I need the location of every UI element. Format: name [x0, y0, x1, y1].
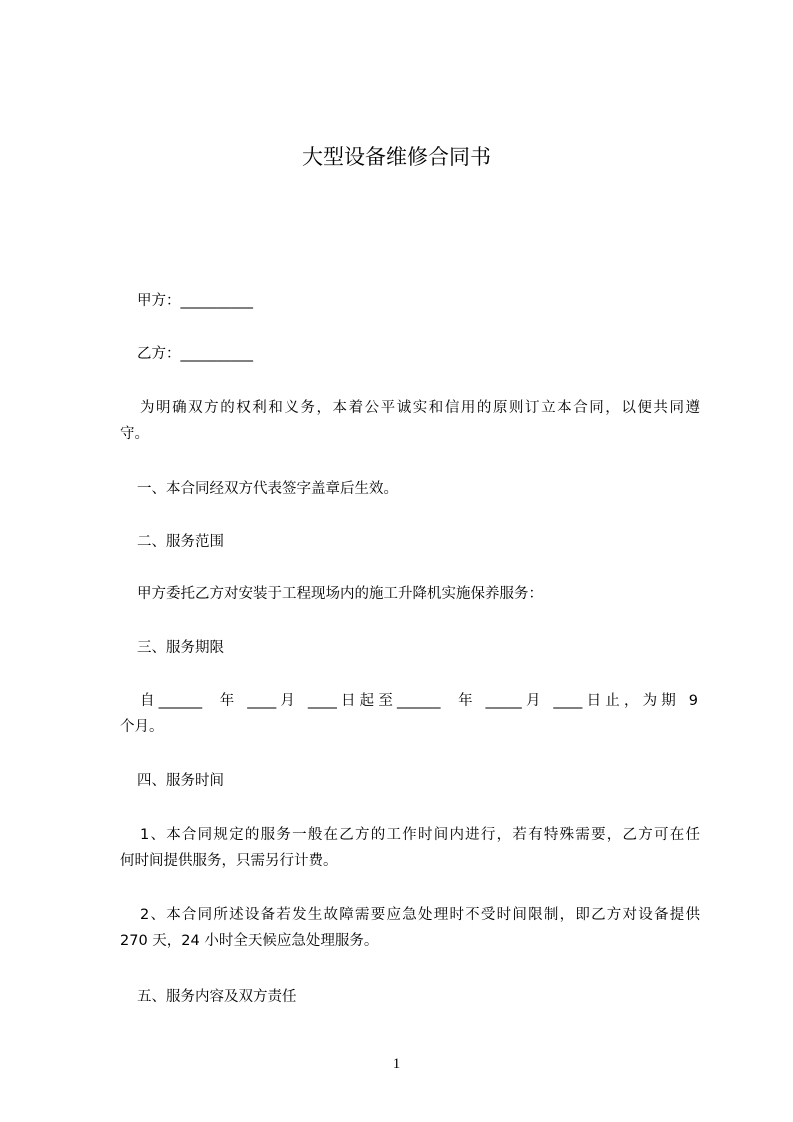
section-5-heading: 五、服务内容及双方责任: [137, 989, 297, 1005]
section-1: 一、本合同经双方代表签字盖章后生效。: [137, 481, 398, 497]
section-3-line-1: 自______ 年 ____月 ____日起至______ 年 _____月 ____日止，为期 9: [140, 693, 698, 709]
section-4-heading: 四、服务时间: [137, 773, 224, 789]
party-a-field: 甲方：__________: [137, 293, 253, 309]
section-3-heading: 三、服务期限: [137, 640, 224, 656]
section-3-line-2: 个月。: [120, 719, 164, 735]
section-4-2-line-1: 2、本合同所述设备若发生故障需要应急处理时不受时间限制，即乙方对设备提供: [140, 907, 700, 923]
intro-line-2: 守。: [120, 426, 149, 442]
party-b-field: 乙方：__________: [137, 346, 253, 362]
document-title: 大型设备维修合同书: [302, 145, 491, 169]
page-number: 1: [392, 1056, 401, 1072]
section-4-1-line-2: 何时间提供服务，只需另行计费。: [120, 853, 338, 869]
section-2-text: 甲方委托乙方对安装于工程现场内的施工升降机实施保养服务：: [137, 586, 543, 602]
section-4-1-line-1: 1、本合同规定的服务一般在乙方的工作时间内进行，若有特殊需要，乙方可在任: [140, 827, 700, 843]
section-4-2-line-2: 270 天，24 小时全天候应急处理服务。: [120, 933, 379, 949]
intro-line-1: 为明确双方的权利和义务，本着公平诚实和信用的原则订立本合同，以便共同遵: [140, 400, 700, 416]
section-2-heading: 二、服务范围: [137, 534, 224, 550]
